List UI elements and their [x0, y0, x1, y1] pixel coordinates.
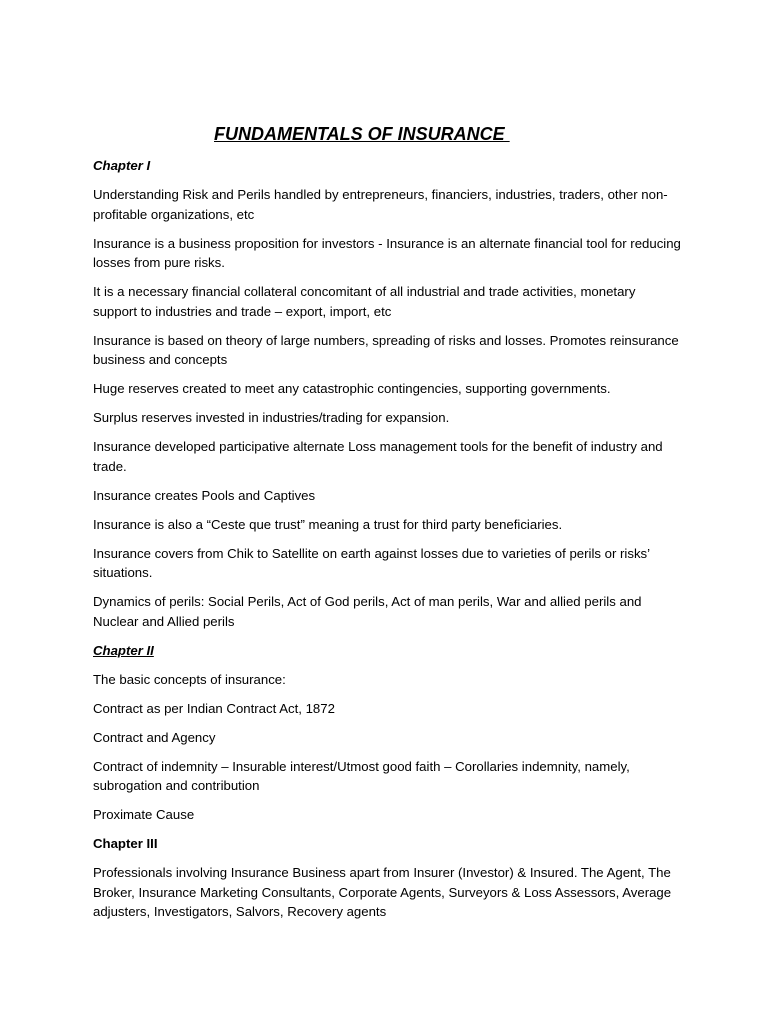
paragraph: Insurance creates Pools and Captives [93, 487, 316, 503]
paragraph: Surplus reserves invested in industries/trading for expansion. [93, 410, 450, 425]
paragraph: Insurance is also a “Ceste que trust” meaning a trust for third party beneficiaries. [93, 516, 563, 532]
paragraph: Huge reserves created to meet any catastrophic contingencies, supporting governments. [93, 381, 611, 396]
chapter-heading: Chapter II [93, 642, 154, 658]
paragraph: Insurance is based on theory of large numbers, spreading of risks and losses. Promotes reinsurance business and concepts [93, 332, 679, 367]
document-body [93, 156, 683, 931]
paragraph: Insurance covers from Chik to Satellite on earth against losses due to varieties of perils or risks’ situations. [93, 545, 650, 580]
paragraph: Proximate Cause [93, 807, 195, 822]
paragraph: Insurance is a business proposition for investors - Insurance is an alternate financial tool for reducing losses from pure risks. [93, 235, 681, 270]
paragraph: Contract and Agency [93, 729, 216, 745]
paragraph: It is a necessary financial collateral concomitant of all industrial and trade activities, monetary support to industries and trade – export, import, etc [93, 284, 636, 319]
paragraph: Professionals involving Insurance Business apart from Insurer (Investor) & Insured. The Agent, The Broker, Insurance Marketing Consultants, Corporate Agents, Surveyors & Loss Assessors, Average adjusters, Investigators, Salvors, Recovery agents [93, 865, 672, 919]
document-title: FUNDAMENTALS OF INSURANCE [214, 124, 510, 144]
paragraph: The basic concepts of insurance: [93, 671, 286, 687]
paragraph: Dynamics of perils: Social Perils, Act of God perils, Act of man perils, War and allied perils and Nuclear and Allied perils [93, 594, 642, 629]
paragraph: Contract of indemnity – Insurable interest/Utmost good faith – Corollaries indemnity, namely, subrogation and contribution [93, 758, 630, 793]
paragraph: Contract as per Indian Contract Act, 1872 [93, 700, 335, 716]
chapter-heading: Chapter III [93, 836, 158, 851]
paragraph: Understanding Risk and Perils handled by entrepreneurs, financiers, industries, traders, other non-profitable organizations, etc [93, 187, 668, 222]
paragraph: Insurance developed participative alternate Loss management tools for the benefit of industry and trade. [93, 439, 663, 474]
chapter-heading: Chapter I [93, 158, 151, 173]
